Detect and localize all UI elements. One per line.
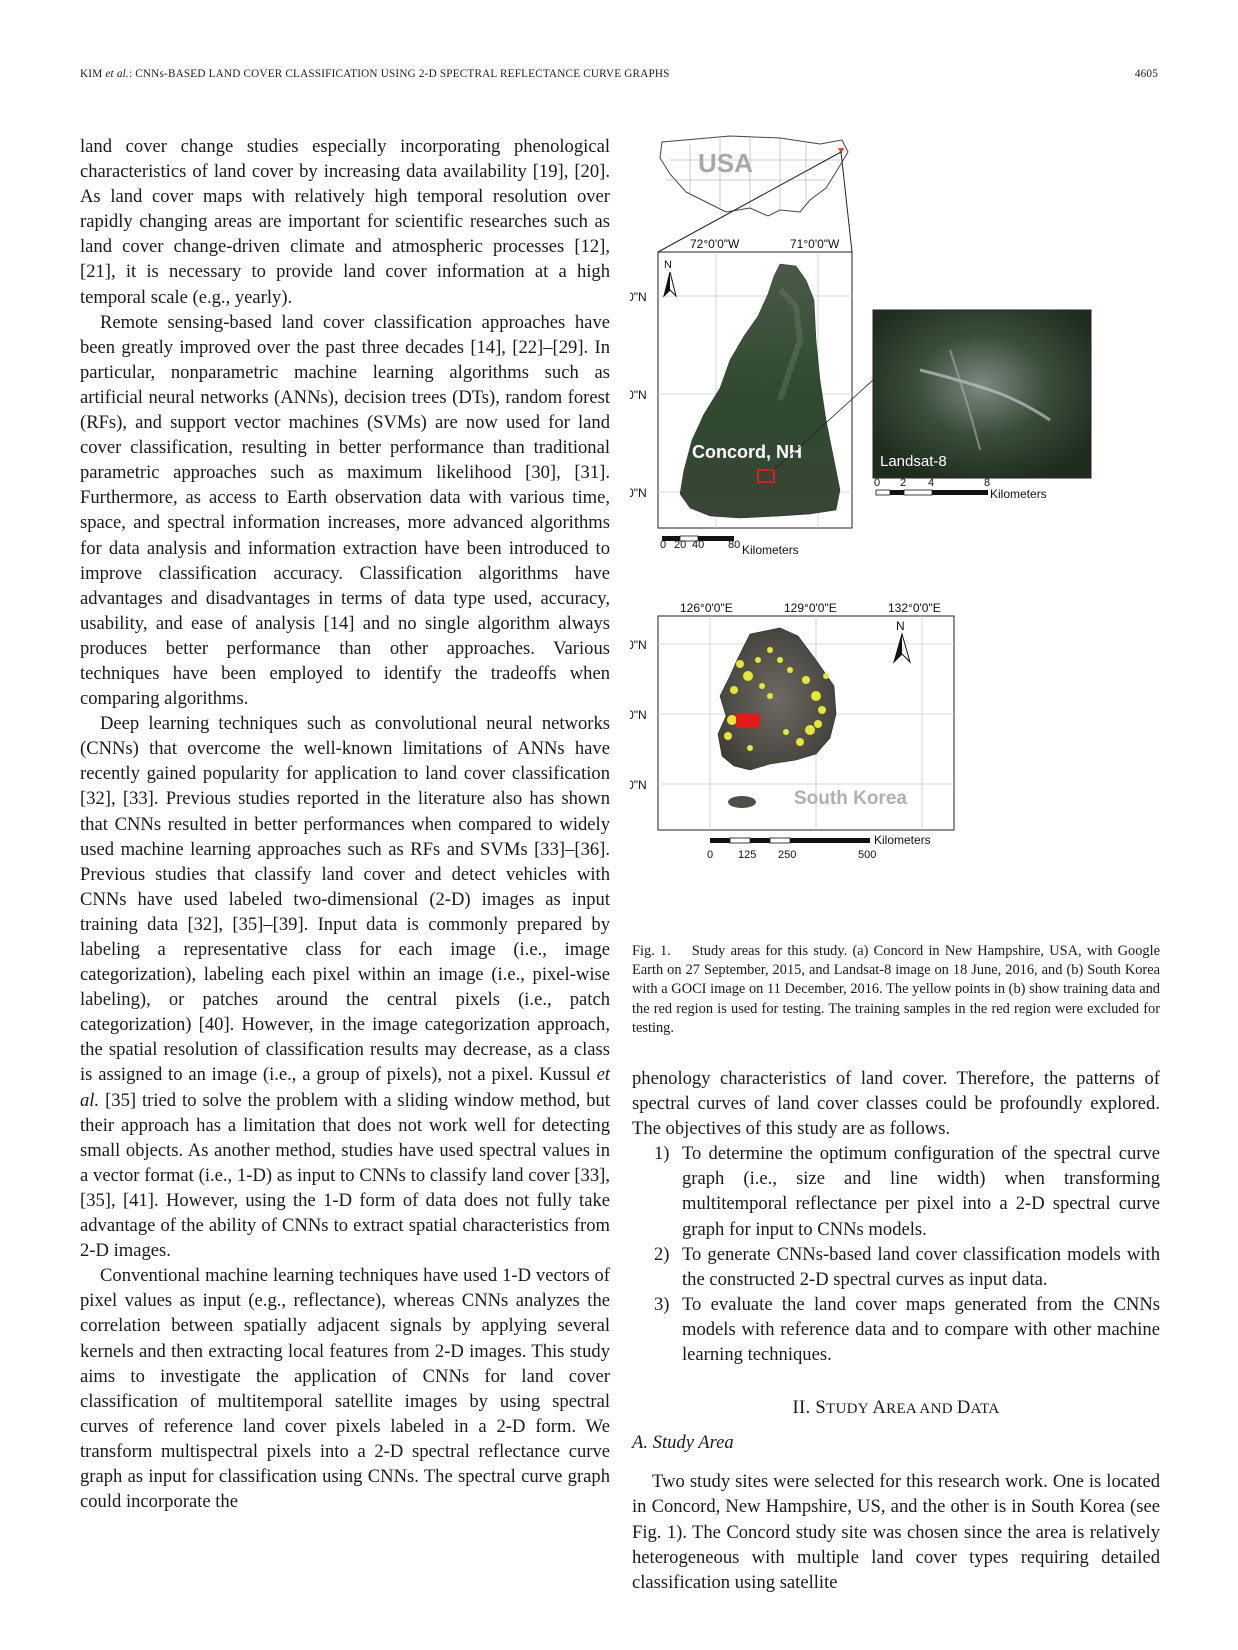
a-lon-label: 71°0'0"W xyxy=(790,237,840,251)
list-item: 3) To evaluate the land cover maps generated from the CNNs models with reference data and to compare with other machine learning techniques. xyxy=(654,1293,1160,1366)
paragraph: Remote sensing-based land cover classification approaches have been greatly improved over the past three decades [14], [22]–[29]. In particular, nonparametric machine learning algorithms such as artificial neural networks (ANNs), decision trees (DTs), random forest (RFs), and support vector machines (SVMs) are now used for land cover classification, resulting in better performance than traditional parametric approaches such as maximum likelihood [30], [31]. Furthermore, as access to Earth observation data with various time, space, and spectral information increases, more advanced algorithms for data analysis and information extraction have been introduced to improve classification accuracy. Classification algorithms have advantages and disadvantages in terms of data type used, accuracy, usability, and ease of analysis [14] and no single algorithm always produces better performance than other approaches. Various techniques have been employed to identify the tradeoffs when comparing algorithms. xyxy=(80,311,610,710)
paragraph: phenology characteristics of land cover. Therefore, the patterns of spectral curves of land cover classes could be profoundly explored. The objectives of this study are as follows. xyxy=(632,1068,1160,1140)
svg-text:40: 40 xyxy=(692,539,705,551)
b-lat-label: 0"N xyxy=(630,638,647,652)
svg-text:80: 80 xyxy=(728,539,741,551)
svg-text:0: 0 xyxy=(660,539,667,551)
a-lat-label: 0"N xyxy=(630,486,647,500)
svg-text:Kilometers: Kilometers xyxy=(990,487,1047,501)
svg-text:500: 500 xyxy=(858,849,877,861)
svg-text:0: 0 xyxy=(707,849,714,861)
page-number: 4605 xyxy=(1134,68,1158,80)
paragraph: Deep learning techniques such as convolutional neural networks (CNNs) that overcome the well-known limitations of ANNs have recently gained popularity for application to land cover classification [32], [33]. Previous studies reported in the literature also has shown that CNNs resulted in better performances when compared to widely used machine learning approaches such as RFs and SVMs [33]–[36]. Previous studies that classify land cover and detect vehicles with CNNs have used labeled two-dimensional (2-D) images as input training data [32], [35]–[39]. Input data is commonly prepared by labeling a representative class for each image (i.e., image categorization), labeling each pixel within an image (i.e., pixel-wise labeling), or patches around the central pixels (i.e., patch categorization) [40]. However, in the image categorization approach, the spatial resolution of classification results may decrease, as a class is assigned to an image (i.e., a group of pixels), not a pixel. Kussul et al. [35] tried to solve the problem with a sliding window method, but their approach has a limitation that does not work well for detecting small objects. As another method, studies have used spectral values in a vector format (i.e., 1-D) as input to CNNs to classify land cover [33], [35], [41]. However, using the 1-D form of data does not fully take advantage of the ability of CNNs to extract spatial characteristics from 2-D images. xyxy=(80,713,610,1262)
running-header xyxy=(80,68,1158,80)
connector-line xyxy=(841,152,852,252)
caption-text: Study areas for this study. (a) Concord in New Hampshire, USA, with Google Earth on 27 September, 2015, and Landsat-8 image on 18 June, 2016, and (b) South Korea with a GOCI image on 11 December, 2016. The yellow points in (b) show training data and the red region is used for testing. The training samples in the red region were excluded for testing. xyxy=(632,943,1161,1036)
b-lat-label: 0"N xyxy=(630,708,647,722)
usa-label: USA xyxy=(698,148,753,178)
right-column xyxy=(632,1066,1160,1595)
objectives-list xyxy=(632,1141,1160,1367)
paragraph: Two study sites were selected for this research work. One is located in Concord, New Hampshire, US, and the other is in South Korea (see Fig. 1). The Concord study site was chosen since the area is relatively heterogeneous with multiple land cover types requiring detailed classification using satellite xyxy=(632,1471,1160,1593)
usa-overview-map xyxy=(660,136,848,216)
left-column xyxy=(80,134,610,1514)
paragraph: Conventional machine learning techniques have used 1-D vectors of pixel values as input (e.g., reflectance), whereas CNNs analyzes the correlation between spatially adjacent signals by applying several kernels and then extracting local features from 2-D images. This study aims to investigate the application of CNNs for land cover classification of multitemporal satellite images by using spectral curves of reference land cover pixels labeled in a 2-D form. We transform multispectral pixels into a 2-D spectral reflectance curve graph as input for classification using CNNs. The spectral curve graph could incorporate the xyxy=(80,1265,610,1513)
korea-label: South Korea xyxy=(794,788,907,809)
b-lon-label: 126°0'0"E xyxy=(680,601,733,615)
running-title: KIM et al.: CNNs-BASED LAND COVER CLASSIFICATION USING 2-D SPECTRAL REFLECTANCE CURVE GRAPHS xyxy=(80,68,670,80)
svg-text:250: 250 xyxy=(778,849,797,861)
a-lat-label: 0"N xyxy=(630,290,647,304)
svg-text:4: 4 xyxy=(928,477,935,489)
section-heading: II. STUDY AREA AND DATA xyxy=(792,1397,1000,1419)
svg-text:N: N xyxy=(896,619,905,633)
figure-graphic xyxy=(630,130,1170,930)
list-item: 2) To generate CNNs-based land cover classification models with the constructed 2-D spectral curves as input data. xyxy=(654,1243,1160,1290)
inset-scale-bar xyxy=(874,477,1047,501)
landsat-label: Landsat-8 xyxy=(880,453,947,470)
figure-1 xyxy=(630,130,1170,930)
b-lat-label: 0"N xyxy=(630,778,647,792)
svg-text:N: N xyxy=(664,259,672,271)
b-lon-label: 132°0'0"E xyxy=(888,601,941,615)
test-region xyxy=(736,714,760,728)
jeju-island xyxy=(728,796,756,808)
svg-text:2: 2 xyxy=(900,477,907,489)
svg-text:20: 20 xyxy=(674,539,687,551)
svg-text:0: 0 xyxy=(874,477,881,489)
svg-text:8: 8 xyxy=(984,477,991,489)
b-lon-label: 129°0'0"E xyxy=(784,601,837,615)
a-scale-bar xyxy=(660,536,799,557)
svg-text:Kilometers: Kilometers xyxy=(742,543,799,557)
caption-label: Fig. 1. xyxy=(632,943,671,959)
svg-text:125: 125 xyxy=(738,849,757,861)
subsection-heading: A. Study Area xyxy=(632,1432,734,1454)
figure-caption xyxy=(632,942,1160,1038)
paragraph: land cover change studies especially incorporating phenological characteristics of land cover by increasing data availability [19], [20]. As land cover maps with relatively high temporal resolution over rapidly changing areas are important for scientific researches such as land cover change-driven climate and atmospheric processes [12], [21], it is necessary to provide land cover information at a high temporal scale (e.g., yearly). xyxy=(80,136,610,308)
svg-text:Kilometers: Kilometers xyxy=(874,833,931,847)
list-item: 1) To determine the optimum configuration of the spectral curve graph (i.e., size and line width) when transforming multitemporal reflectance per pixel into a 2-D spectral curve graph for input to CNNs models. xyxy=(654,1143,1160,1240)
b-scale-bar xyxy=(707,833,931,861)
a-lat-label: 0"N xyxy=(630,388,647,402)
concord-label: Concord, NH xyxy=(692,442,802,462)
a-lon-label: 72°0'0"W xyxy=(690,237,740,251)
